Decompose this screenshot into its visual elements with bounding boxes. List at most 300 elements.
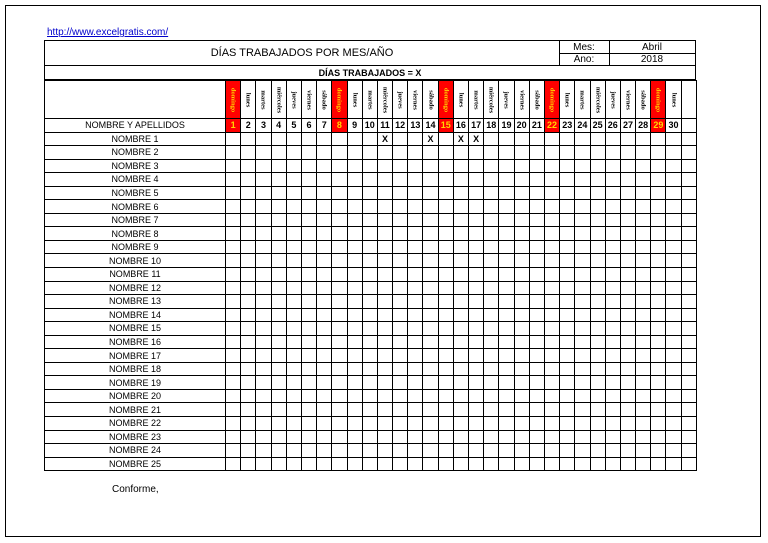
attendance-cell[interactable] (453, 268, 468, 282)
attendance-cell[interactable] (469, 254, 484, 268)
attendance-cell[interactable] (286, 281, 301, 295)
attendance-cell[interactable] (499, 254, 514, 268)
attendance-cell[interactable] (620, 213, 635, 227)
attendance-cell[interactable] (301, 268, 316, 282)
attendance-cell[interactable] (514, 362, 529, 376)
attendance-cell[interactable] (651, 281, 666, 295)
attendance-cell[interactable] (362, 322, 377, 336)
attendance-cell[interactable] (393, 213, 408, 227)
attendance-cell[interactable] (377, 146, 392, 160)
attendance-cell[interactable] (347, 308, 362, 322)
attendance-cell[interactable] (529, 417, 544, 431)
attendance-cell[interactable] (271, 281, 286, 295)
attendance-cell[interactable] (651, 213, 666, 227)
attendance-cell[interactable] (301, 186, 316, 200)
attendance-cell[interactable] (620, 430, 635, 444)
attendance-cell[interactable] (590, 227, 605, 241)
attendance-cell[interactable] (256, 159, 271, 173)
attendance-cell[interactable] (484, 376, 499, 390)
attendance-cell[interactable] (332, 430, 347, 444)
attendance-cell[interactable] (317, 200, 332, 214)
attendance-cell[interactable] (241, 240, 256, 254)
attendance-cell[interactable] (362, 200, 377, 214)
attendance-cell[interactable] (256, 295, 271, 309)
attendance-cell[interactable] (256, 444, 271, 458)
attendance-cell[interactable] (347, 389, 362, 403)
attendance-cell[interactable] (347, 335, 362, 349)
attendance-cell[interactable] (544, 227, 559, 241)
attendance-cell[interactable] (408, 173, 423, 187)
attendance-cell[interactable] (514, 335, 529, 349)
attendance-cell[interactable] (256, 281, 271, 295)
attendance-cell[interactable] (529, 159, 544, 173)
attendance-cell[interactable] (529, 295, 544, 309)
attendance-cell[interactable] (514, 254, 529, 268)
attendance-cell[interactable] (301, 349, 316, 363)
attendance-cell[interactable] (484, 389, 499, 403)
employee-name-cell[interactable]: NOMBRE 4 (45, 173, 226, 187)
attendance-cell[interactable] (241, 159, 256, 173)
employee-name-cell[interactable]: NOMBRE 17 (45, 349, 226, 363)
attendance-cell[interactable] (651, 159, 666, 173)
attendance-cell[interactable] (605, 254, 620, 268)
attendance-cell[interactable] (301, 376, 316, 390)
attendance-cell[interactable] (469, 335, 484, 349)
attendance-cell[interactable] (423, 457, 438, 471)
attendance-cell[interactable] (256, 213, 271, 227)
attendance-cell[interactable] (408, 295, 423, 309)
attendance-cell[interactable] (590, 132, 605, 146)
attendance-cell[interactable] (438, 322, 453, 336)
attendance-cell[interactable] (408, 281, 423, 295)
attendance-cell[interactable] (438, 240, 453, 254)
attendance-cell[interactable] (666, 444, 681, 458)
attendance-cell[interactable] (666, 281, 681, 295)
attendance-cell[interactable] (453, 322, 468, 336)
attendance-cell[interactable] (438, 444, 453, 458)
attendance-cell[interactable] (332, 335, 347, 349)
attendance-cell[interactable] (469, 430, 484, 444)
attendance-cell[interactable] (226, 389, 241, 403)
attendance-cell[interactable] (438, 417, 453, 431)
attendance-cell[interactable] (453, 159, 468, 173)
attendance-cell[interactable] (499, 430, 514, 444)
attendance-cell[interactable] (241, 362, 256, 376)
attendance-cell[interactable] (469, 444, 484, 458)
attendance-cell[interactable] (317, 376, 332, 390)
attendance-cell[interactable] (651, 146, 666, 160)
attendance-cell[interactable] (332, 281, 347, 295)
attendance-cell[interactable] (271, 227, 286, 241)
attendance-cell[interactable] (332, 254, 347, 268)
employee-name-cell[interactable]: NOMBRE 25 (45, 457, 226, 471)
attendance-cell[interactable] (605, 335, 620, 349)
attendance-cell[interactable] (286, 173, 301, 187)
attendance-cell[interactable] (453, 444, 468, 458)
attendance-cell[interactable] (453, 213, 468, 227)
attendance-cell[interactable] (514, 200, 529, 214)
attendance-cell[interactable] (271, 335, 286, 349)
attendance-cell[interactable] (332, 213, 347, 227)
attendance-cell[interactable] (529, 444, 544, 458)
attendance-cell[interactable] (636, 444, 651, 458)
attendance-cell[interactable] (590, 295, 605, 309)
attendance-cell[interactable] (362, 444, 377, 458)
attendance-cell[interactable] (605, 308, 620, 322)
attendance-cell[interactable] (590, 146, 605, 160)
attendance-cell[interactable] (560, 322, 575, 336)
attendance-cell[interactable] (560, 213, 575, 227)
attendance-cell[interactable] (529, 186, 544, 200)
attendance-cell[interactable] (438, 254, 453, 268)
attendance-cell[interactable] (544, 417, 559, 431)
attendance-cell[interactable] (575, 281, 590, 295)
attendance-cell[interactable] (301, 295, 316, 309)
attendance-cell[interactable] (651, 254, 666, 268)
attendance-cell[interactable] (514, 132, 529, 146)
attendance-cell[interactable] (256, 173, 271, 187)
attendance-cell[interactable] (636, 132, 651, 146)
attendance-cell[interactable] (332, 200, 347, 214)
attendance-cell[interactable] (453, 173, 468, 187)
attendance-cell[interactable] (453, 389, 468, 403)
attendance-cell[interactable] (438, 295, 453, 309)
attendance-cell[interactable] (438, 403, 453, 417)
attendance-cell[interactable] (226, 281, 241, 295)
attendance-cell[interactable] (620, 308, 635, 322)
attendance-cell[interactable] (605, 240, 620, 254)
attendance-cell[interactable] (332, 186, 347, 200)
attendance-cell[interactable] (423, 240, 438, 254)
attendance-cell[interactable] (317, 186, 332, 200)
attendance-cell[interactable] (469, 295, 484, 309)
attendance-cell[interactable] (301, 159, 316, 173)
attendance-cell[interactable] (590, 444, 605, 458)
attendance-cell[interactable] (620, 376, 635, 390)
attendance-cell[interactable] (605, 389, 620, 403)
attendance-cell[interactable] (286, 132, 301, 146)
attendance-cell[interactable] (605, 146, 620, 160)
attendance-cell[interactable] (484, 349, 499, 363)
year-value[interactable]: 2018 (640, 53, 664, 65)
attendance-cell[interactable] (651, 186, 666, 200)
attendance-cell[interactable] (651, 308, 666, 322)
attendance-cell[interactable] (347, 376, 362, 390)
attendance-cell[interactable] (499, 322, 514, 336)
attendance-cell[interactable] (469, 240, 484, 254)
attendance-cell[interactable] (423, 254, 438, 268)
attendance-cell[interactable] (332, 444, 347, 458)
attendance-cell[interactable] (636, 362, 651, 376)
attendance-cell[interactable] (317, 444, 332, 458)
attendance-cell[interactable] (560, 308, 575, 322)
attendance-cell[interactable] (286, 227, 301, 241)
attendance-cell[interactable] (605, 159, 620, 173)
attendance-cell[interactable] (226, 444, 241, 458)
attendance-cell[interactable] (529, 173, 544, 187)
attendance-cell[interactable] (362, 186, 377, 200)
attendance-cell[interactable] (226, 146, 241, 160)
attendance-cell[interactable] (332, 146, 347, 160)
employee-name-cell[interactable]: NOMBRE 2 (45, 146, 226, 160)
attendance-cell[interactable] (241, 308, 256, 322)
attendance-cell[interactable] (636, 295, 651, 309)
attendance-cell[interactable] (377, 457, 392, 471)
attendance-cell[interactable] (408, 146, 423, 160)
attendance-cell[interactable] (241, 417, 256, 431)
attendance-cell[interactable]: X (377, 132, 392, 146)
attendance-cell[interactable] (636, 376, 651, 390)
attendance-cell[interactable] (514, 268, 529, 282)
attendance-cell[interactable] (347, 281, 362, 295)
attendance-cell[interactable] (620, 200, 635, 214)
attendance-cell[interactable] (590, 430, 605, 444)
attendance-cell[interactable] (393, 322, 408, 336)
attendance-cell[interactable] (651, 417, 666, 431)
attendance-cell[interactable] (590, 173, 605, 187)
attendance-cell[interactable] (286, 186, 301, 200)
attendance-cell[interactable] (514, 457, 529, 471)
attendance-cell[interactable] (408, 457, 423, 471)
attendance-cell[interactable] (438, 159, 453, 173)
attendance-cell[interactable] (393, 444, 408, 458)
attendance-cell[interactable] (514, 227, 529, 241)
attendance-cell[interactable] (347, 444, 362, 458)
attendance-cell[interactable] (362, 335, 377, 349)
attendance-cell[interactable] (666, 159, 681, 173)
attendance-cell[interactable] (605, 349, 620, 363)
attendance-cell[interactable] (226, 200, 241, 214)
attendance-cell[interactable] (408, 240, 423, 254)
attendance-cell[interactable] (226, 132, 241, 146)
attendance-cell[interactable] (271, 159, 286, 173)
attendance-cell[interactable] (499, 335, 514, 349)
attendance-cell[interactable] (514, 308, 529, 322)
attendance-cell[interactable] (484, 173, 499, 187)
attendance-cell[interactable] (560, 389, 575, 403)
attendance-cell[interactable] (620, 254, 635, 268)
attendance-cell[interactable] (590, 362, 605, 376)
attendance-cell[interactable] (666, 389, 681, 403)
attendance-cell[interactable] (590, 281, 605, 295)
attendance-cell[interactable] (256, 322, 271, 336)
attendance-cell[interactable] (377, 281, 392, 295)
attendance-cell[interactable] (469, 308, 484, 322)
attendance-cell[interactable] (347, 430, 362, 444)
attendance-cell[interactable] (393, 308, 408, 322)
attendance-cell[interactable] (590, 186, 605, 200)
attendance-cell[interactable] (560, 159, 575, 173)
attendance-cell[interactable] (423, 389, 438, 403)
attendance-cell[interactable] (317, 457, 332, 471)
attendance-cell[interactable] (620, 457, 635, 471)
attendance-cell[interactable] (666, 254, 681, 268)
attendance-cell[interactable] (575, 376, 590, 390)
attendance-cell[interactable] (256, 200, 271, 214)
attendance-cell[interactable] (393, 132, 408, 146)
attendance-cell[interactable] (256, 417, 271, 431)
attendance-cell[interactable] (271, 444, 286, 458)
attendance-cell[interactable] (332, 322, 347, 336)
attendance-cell[interactable] (423, 268, 438, 282)
attendance-cell[interactable] (484, 322, 499, 336)
attendance-cell[interactable] (469, 403, 484, 417)
attendance-cell[interactable] (484, 430, 499, 444)
attendance-cell[interactable] (301, 362, 316, 376)
attendance-cell[interactable] (636, 430, 651, 444)
attendance-cell[interactable] (544, 349, 559, 363)
attendance-cell[interactable] (544, 159, 559, 173)
attendance-cell[interactable] (347, 213, 362, 227)
attendance-cell[interactable] (256, 335, 271, 349)
attendance-cell[interactable] (560, 186, 575, 200)
attendance-cell[interactable] (560, 227, 575, 241)
attendance-cell[interactable] (271, 430, 286, 444)
attendance-cell[interactable] (347, 295, 362, 309)
attendance-cell[interactable] (575, 132, 590, 146)
attendance-cell[interactable] (408, 186, 423, 200)
attendance-cell[interactable] (469, 389, 484, 403)
attendance-cell[interactable] (438, 227, 453, 241)
attendance-cell[interactable] (605, 132, 620, 146)
attendance-cell[interactable] (256, 240, 271, 254)
attendance-cell[interactable] (484, 362, 499, 376)
attendance-cell[interactable] (529, 200, 544, 214)
employee-name-cell[interactable]: NOMBRE 20 (45, 389, 226, 403)
attendance-cell[interactable] (453, 457, 468, 471)
attendance-cell[interactable] (362, 376, 377, 390)
employee-name-cell[interactable]: NOMBRE 10 (45, 254, 226, 268)
attendance-cell[interactable] (620, 268, 635, 282)
attendance-cell[interactable] (271, 349, 286, 363)
attendance-cell[interactable] (666, 132, 681, 146)
attendance-cell[interactable] (438, 389, 453, 403)
attendance-cell[interactable] (529, 349, 544, 363)
attendance-cell[interactable] (362, 281, 377, 295)
attendance-cell[interactable] (575, 186, 590, 200)
attendance-cell[interactable] (362, 457, 377, 471)
attendance-cell[interactable] (484, 308, 499, 322)
attendance-cell[interactable] (377, 173, 392, 187)
attendance-cell[interactable] (499, 362, 514, 376)
attendance-cell[interactable] (377, 159, 392, 173)
attendance-cell[interactable] (499, 240, 514, 254)
attendance-cell[interactable] (377, 376, 392, 390)
attendance-cell[interactable] (529, 403, 544, 417)
attendance-cell[interactable] (226, 335, 241, 349)
attendance-cell[interactable] (544, 308, 559, 322)
attendance-cell[interactable] (666, 403, 681, 417)
employee-name-cell[interactable]: NOMBRE 14 (45, 308, 226, 322)
attendance-cell[interactable] (575, 254, 590, 268)
attendance-cell[interactable] (256, 376, 271, 390)
attendance-cell[interactable] (347, 457, 362, 471)
attendance-cell[interactable] (560, 335, 575, 349)
attendance-cell[interactable] (575, 295, 590, 309)
attendance-cell[interactable] (651, 227, 666, 241)
attendance-cell[interactable] (438, 213, 453, 227)
attendance-cell[interactable] (286, 403, 301, 417)
attendance-cell[interactable] (271, 200, 286, 214)
employee-name-cell[interactable]: NOMBRE 8 (45, 227, 226, 241)
attendance-cell[interactable] (651, 389, 666, 403)
attendance-cell[interactable] (529, 213, 544, 227)
attendance-cell[interactable] (636, 200, 651, 214)
attendance-cell[interactable] (560, 132, 575, 146)
attendance-cell[interactable] (605, 362, 620, 376)
attendance-cell[interactable] (362, 213, 377, 227)
attendance-cell[interactable] (620, 281, 635, 295)
attendance-cell[interactable] (514, 322, 529, 336)
attendance-cell[interactable] (575, 173, 590, 187)
attendance-cell[interactable] (469, 417, 484, 431)
attendance-cell[interactable] (241, 457, 256, 471)
attendance-cell[interactable] (575, 227, 590, 241)
attendance-cell[interactable] (362, 254, 377, 268)
attendance-cell[interactable] (286, 417, 301, 431)
attendance-cell[interactable] (241, 173, 256, 187)
attendance-cell[interactable] (620, 146, 635, 160)
attendance-cell[interactable] (666, 349, 681, 363)
employee-name-cell[interactable]: NOMBRE 5 (45, 186, 226, 200)
attendance-cell[interactable] (514, 295, 529, 309)
attendance-cell[interactable] (651, 376, 666, 390)
attendance-cell[interactable] (317, 281, 332, 295)
attendance-cell[interactable] (317, 322, 332, 336)
attendance-cell[interactable] (241, 430, 256, 444)
attendance-cell[interactable] (423, 335, 438, 349)
attendance-cell[interactable] (423, 376, 438, 390)
attendance-cell[interactable] (241, 186, 256, 200)
attendance-cell[interactable] (347, 227, 362, 241)
attendance-cell[interactable] (256, 403, 271, 417)
attendance-cell[interactable] (636, 186, 651, 200)
attendance-cell[interactable] (560, 403, 575, 417)
attendance-cell[interactable] (636, 173, 651, 187)
attendance-cell[interactable] (666, 308, 681, 322)
attendance-cell[interactable] (393, 295, 408, 309)
attendance-cell[interactable] (256, 430, 271, 444)
attendance-cell[interactable] (453, 349, 468, 363)
attendance-cell[interactable] (362, 362, 377, 376)
attendance-cell[interactable] (271, 240, 286, 254)
attendance-cell[interactable] (317, 349, 332, 363)
attendance-cell[interactable] (423, 295, 438, 309)
attendance-cell[interactable] (256, 389, 271, 403)
attendance-cell[interactable] (620, 240, 635, 254)
attendance-cell[interactable] (332, 308, 347, 322)
attendance-cell[interactable] (651, 349, 666, 363)
attendance-cell[interactable] (469, 159, 484, 173)
attendance-cell[interactable] (605, 295, 620, 309)
attendance-cell[interactable] (301, 254, 316, 268)
attendance-cell[interactable] (301, 335, 316, 349)
attendance-cell[interactable] (590, 254, 605, 268)
attendance-cell[interactable] (544, 200, 559, 214)
attendance-cell[interactable] (241, 389, 256, 403)
attendance-cell[interactable] (271, 417, 286, 431)
attendance-cell[interactable] (620, 362, 635, 376)
attendance-cell[interactable] (453, 417, 468, 431)
attendance-cell[interactable] (241, 146, 256, 160)
attendance-cell[interactable] (393, 268, 408, 282)
attendance-cell[interactable] (560, 281, 575, 295)
attendance-cell[interactable] (575, 322, 590, 336)
attendance-cell[interactable] (499, 403, 514, 417)
attendance-cell[interactable] (544, 295, 559, 309)
attendance-cell[interactable] (469, 349, 484, 363)
attendance-cell[interactable] (226, 173, 241, 187)
